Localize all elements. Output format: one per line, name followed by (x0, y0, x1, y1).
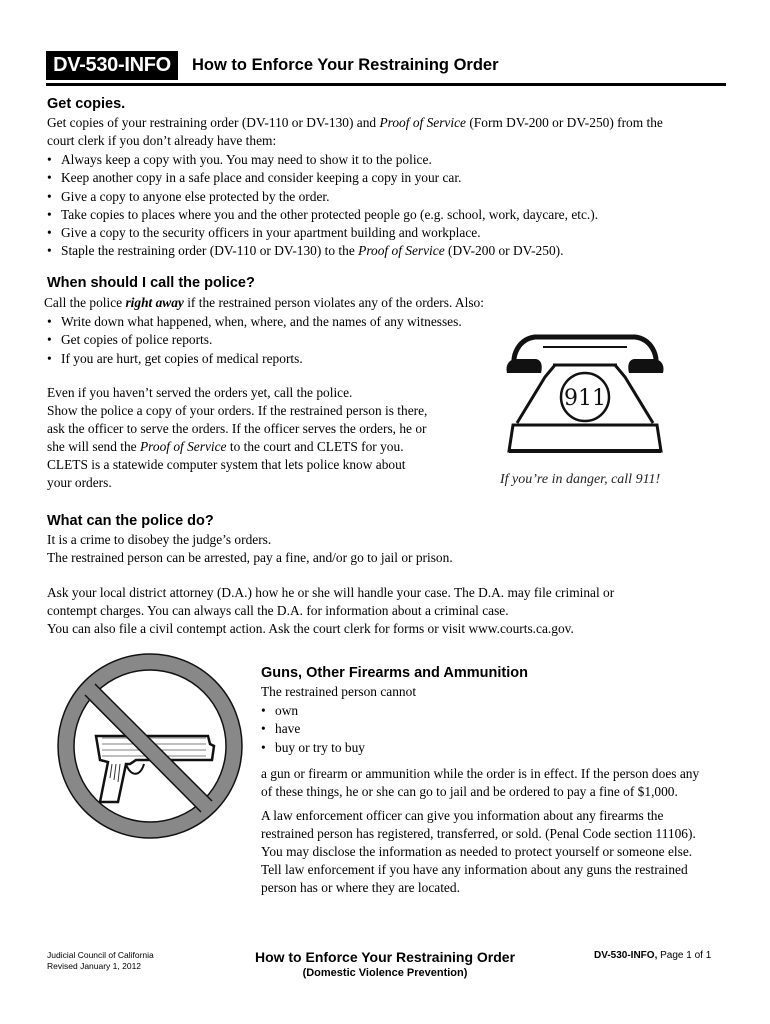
get-copies-intro (47, 114, 663, 132)
list-item: • Give a copy to the security officers in your apartment building and workplace. (47, 224, 598, 242)
list-item (47, 242, 598, 260)
paragraph-line: restrained person has registered, transferred, or sold. (Penal Code section 11106). (261, 826, 696, 841)
phone-caption: If you’re in danger, call 911! (500, 472, 661, 487)
para-line4-italic: Proof of Service (139, 439, 227, 454)
page-title: How to Enforce Your Restraining Order (192, 56, 499, 74)
dial-label: 911 (564, 386, 606, 411)
list-item: • Write down what happened, when, where, and the names of any witnesses. (47, 313, 462, 331)
police-do-lines (47, 531, 453, 567)
paragraph-line: person has or where they are located. (261, 880, 460, 895)
list-item: • Always keep a copy with you. You may need to show it to the police. (47, 151, 598, 169)
get-copies-list (47, 151, 598, 261)
footer-subtitle: (Domestic Violence Prevention) (302, 967, 468, 979)
paragraph-line: The restrained person can be arrested, pay a fine, and/or go to jail or prison. (47, 550, 453, 565)
paragraph-line: contempt charges. You can always call the D.A. for information about a criminal case. (47, 603, 509, 618)
list-item: • Get copies of police reports. (47, 331, 462, 349)
paragraph-line: Tell law enforcement if you have any information about any guns the restrained (261, 862, 688, 877)
paragraph-line: A law enforcement officer can give you information about any firearms the (261, 808, 664, 823)
list-item: • Keep another copy in a safe place and consider keeping a copy in your car. (47, 169, 598, 187)
police-do-heading: What can the police do? (47, 513, 214, 529)
form-id-badge: DV-530-INFO (46, 51, 178, 80)
paragraph-line: Even if you haven’t served the orders yet, call the police. (47, 385, 353, 400)
footer-revised: Revised January 1, 2012 (47, 961, 142, 971)
call-police-paragraph (47, 384, 467, 492)
paragraph-line (47, 438, 467, 456)
guns-heading: Guns, Other Firearms and Ammunition (261, 665, 528, 681)
paragraph-line: of these things, he or she can go to jail and be ordered to pay a fine of $1,000. (261, 784, 678, 799)
da-paragraph (47, 584, 614, 638)
list-item: • buy or try to buy (261, 739, 365, 757)
get-copies-intro-2: (Form DV-200 or DV-250) from the (466, 115, 663, 130)
get-copies-heading: Get copies. (47, 96, 126, 112)
telephone-911-icon (495, 325, 675, 465)
call-police-intro-1: Call the police (44, 295, 126, 310)
last-bullet-2: (DV-200 or DV-250). (444, 243, 564, 259)
paragraph-line: CLETS is a statewide computer system that lets police know about (47, 457, 406, 472)
get-copies-intro-italic: Proof of Service (379, 115, 466, 130)
get-copies-intro-line2: court clerk if you don’t already have them: (47, 133, 277, 148)
list-item: • Give a copy to anyone else protected by the order. (47, 188, 598, 206)
guns-paragraph-2 (261, 807, 696, 897)
header-rule (46, 83, 726, 86)
paragraph-line: Show the police a copy of your orders. If the restrained person is there, (47, 403, 428, 418)
paragraph-line: Ask your local district attorney (D.A.) how he or she will handle your case. The D.A. may file criminal or (47, 585, 615, 600)
call-police-intro (44, 294, 484, 312)
list-item: • Take copies to places where you and the other protected people go (e.g. school, work, daycare, etc.). (47, 206, 598, 224)
guns-intro: The restrained person cannot (261, 684, 417, 699)
guns-list (261, 702, 365, 757)
paragraph-line: a gun or firearm or ammunition while the order is in effect. If the person does any (261, 766, 700, 781)
paragraph-line: ask the officer to serve the orders. If the officer serves the orders, he or (47, 421, 427, 436)
paragraph-line: You can also file a civil contempt action. Ask the court clerk for forms or visit www.courts.ca.gov. (47, 621, 574, 636)
footer-page-info (594, 950, 711, 962)
last-bullet-italic: Proof of Service (358, 243, 445, 259)
para-line4-1: she will send the (47, 439, 140, 454)
list-item: • own (261, 702, 365, 720)
paragraph-line: It is a crime to disobey the judge’s orders. (47, 532, 272, 547)
footer-form-id: DV-530-INFO, (594, 950, 658, 961)
footer-title: How to Enforce Your Restraining Order (254, 949, 516, 965)
list-item: • have (261, 720, 365, 738)
list-item: • If you are hurt, get copies of medical reports. (47, 350, 462, 368)
call-police-right-away: right away (125, 295, 184, 310)
last-bullet-1: Staple the restraining order (DV-110 or DV-130) to the (61, 243, 359, 259)
footer-council: Judicial Council of California (47, 950, 154, 960)
get-copies-intro-1: Get copies of your restraining order (DV-110 or DV-130) and (47, 115, 380, 130)
no-guns-icon (56, 652, 244, 840)
para-line4-2: to the court and CLETS for you. (226, 439, 404, 454)
call-police-list (47, 313, 462, 368)
paragraph-line: your orders. (47, 475, 112, 490)
call-police-intro-2: if the restrained person violates any of the orders. Also: (183, 295, 484, 310)
call-police-heading: When should I call the police? (47, 275, 255, 291)
guns-paragraph-1 (261, 765, 699, 801)
footer-page: Page 1 of 1 (657, 950, 712, 961)
paragraph-line: You may disclose the information as needed to protect yourself or someone else. (261, 844, 693, 859)
